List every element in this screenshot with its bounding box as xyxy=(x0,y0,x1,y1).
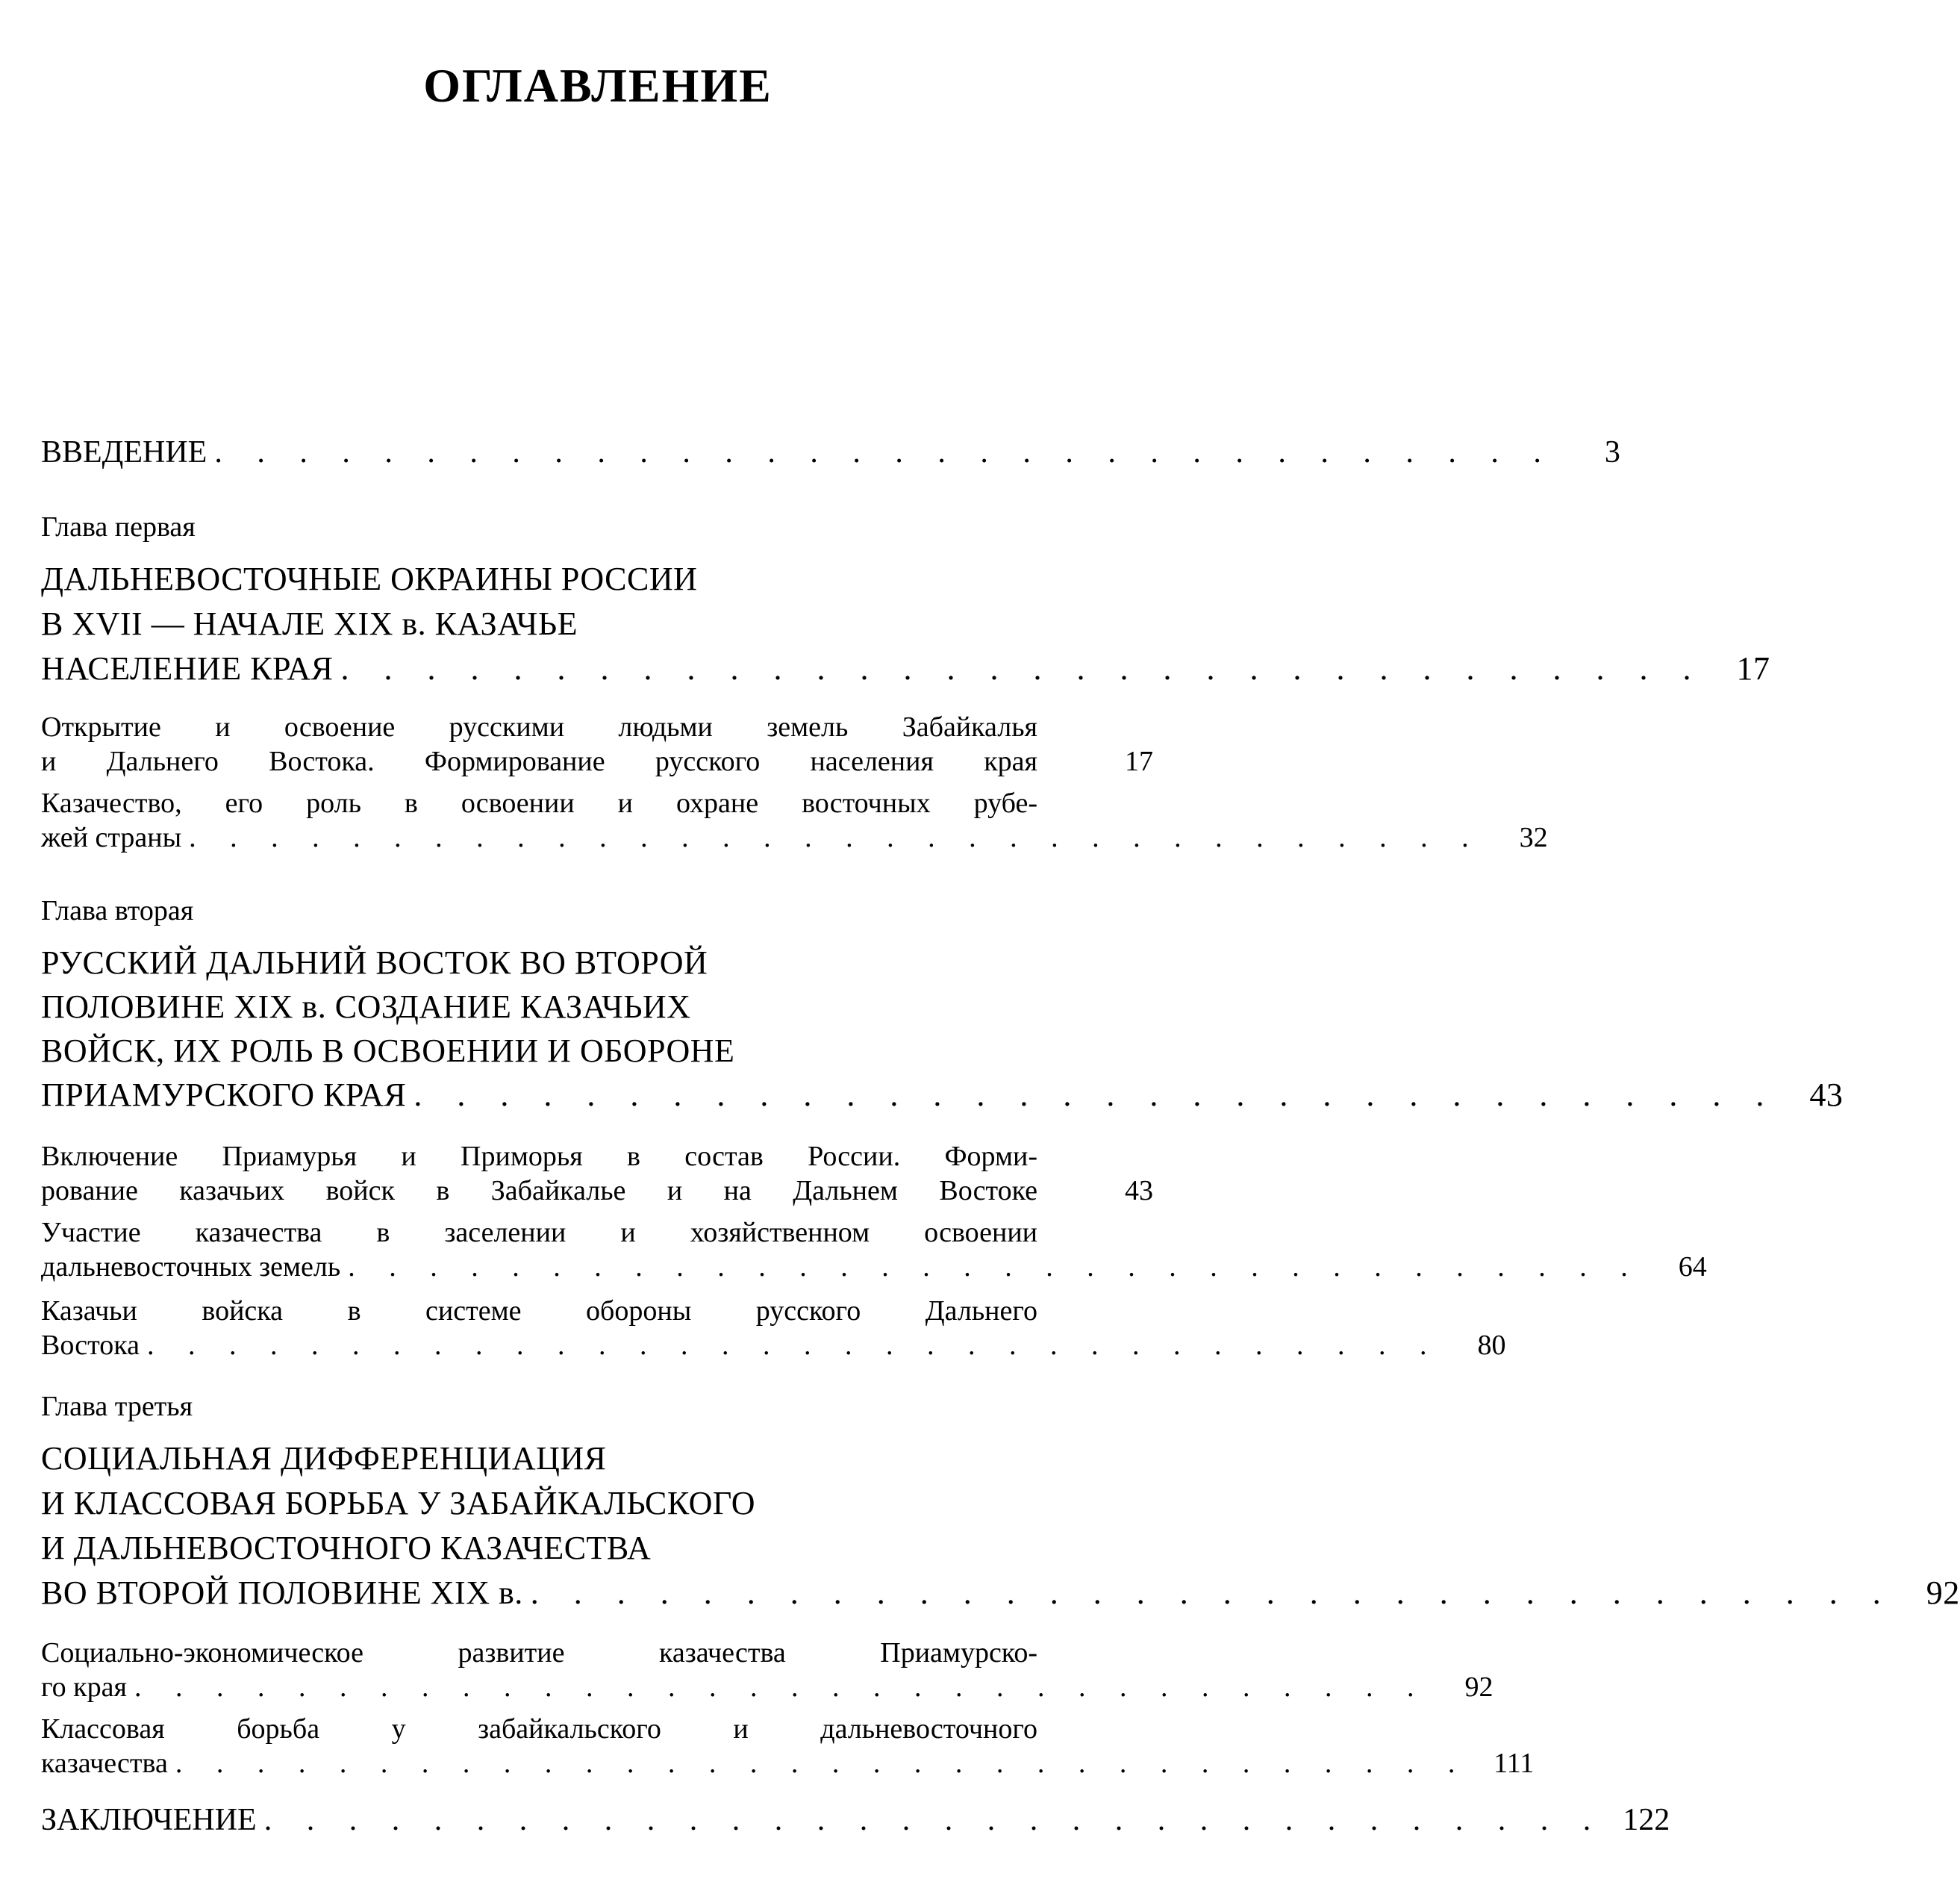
leader-dots: . . . . . . . . . . . . . . . . . . . . . . . . . . . . . . . . xyxy=(530,1574,1894,1611)
page-number: 111 xyxy=(1494,1748,1535,1779)
page-number: 17 xyxy=(1736,650,1770,687)
section-line[interactable]: Казачество, его роль в освоении и охране восточных рубе- xyxy=(41,788,1037,819)
chapter-title-line[interactable]: И ДАЛЬНЕВОСТОЧНОГО КАЗАЧЕСТВА xyxy=(41,1530,652,1566)
section-line[interactable]: Казачьи войска в системе обороны русского Дальнего xyxy=(41,1295,1037,1327)
toc-entry-section[interactable]: жей страны . . . . . . . . . . . . . . . . . . . . . . . . . . . . . . . . 32 xyxy=(41,822,1548,853)
toc-entry-introduction[interactable] xyxy=(41,434,1620,470)
leader-dots: . . . . . . . . . . . . . . . . . . . . . . . . . . . . . . . . xyxy=(214,435,1555,470)
toc-entry-section[interactable]: го края . . . . . . . . . . . . . . . . . . . . . . . . . . . . . . . . 92 xyxy=(41,1671,1494,1703)
leader-dots: . . . . . . . . . . . . . . . . . . . . . . . . . . . . . . . . xyxy=(175,1748,1469,1779)
leader-dots: . . . . . . . . . . . . . . . . . . . . . . . . . . . . . . . . xyxy=(340,650,1705,687)
chapter-number-label: Глава третья xyxy=(41,1391,193,1422)
section-line[interactable]: Включение Приамурья и Приморья в состав России. Форми- xyxy=(41,1141,1037,1172)
page-number: 3 xyxy=(1604,435,1620,470)
page-number: 92 xyxy=(1926,1574,1960,1611)
leader-dots: . . . . . . . . . . . . . . . . . . . . . . . . . . . . . . . . xyxy=(147,1330,1441,1361)
chapter-title-line[interactable]: В XVII — НАЧАЛЕ XIX в. КАЗАЧЬЕ xyxy=(41,605,578,642)
toc-entry-section[interactable]: казачества . . . . . . . . . . . . . . . . . . . . . . . . . . . . . . . . 111 xyxy=(41,1748,1535,1779)
chapter-title-line[interactable]: СОЦИАЛЬНАЯ ДИФФЕРЕНЦИАЦИЯ xyxy=(41,1440,607,1477)
page-number: 122 xyxy=(1623,1803,1670,1837)
chapter-title-line[interactable]: РУССКИЙ ДАЛЬНИЙ ВОСТОК ВО ВТОРОЙ xyxy=(41,944,708,981)
toc-entry-chapter-3[interactable]: ВО ВТОРОЙ ПОЛОВИНЕ XIX в. . . . . . . . . . . . . . . . . . . . . . . . . . . . . . . . . 92 xyxy=(41,1574,1960,1611)
page-number: 43 xyxy=(1809,1077,1844,1113)
leader-dots: . . . . . . . . . . . . . . . . . . . . . . . . . . . . . . . . xyxy=(189,822,1482,853)
page-title: ОГЛАВЛЕНИЕ xyxy=(423,59,773,112)
chapter-title-line[interactable]: ПОЛОВИНЕ XIX в. СОЗДАНИЕ КАЗАЧЬИХ xyxy=(41,988,691,1025)
section-line[interactable]: Участие казачества в заселении и хозяйственном освоении xyxy=(41,1217,1037,1248)
entry-label: ВВЕДЕНИЕ xyxy=(41,435,207,470)
page-number: 32 xyxy=(1519,822,1548,853)
chapter-title-line[interactable]: И КЛАССОВАЯ БОРЬБА У ЗАБАЙКАЛЬСКОГО xyxy=(41,1485,755,1521)
page-number: 64 xyxy=(1678,1251,1707,1283)
page-number: 43 xyxy=(1125,1175,1153,1206)
toc-entry-chapter-1[interactable]: НАСЕЛЕНИЕ КРАЯ . . . . . . . . . . . . . . . . . . . . . . . . . . . . . . . . 17 xyxy=(41,650,1770,687)
toc-entry-section[interactable]: и Дальнего Востока. Формирование русского населения края 17 xyxy=(41,746,1153,777)
chapter-title-line[interactable]: ВОЙСК, ИХ РОЛЬ В ОСВОЕНИИ И ОБОРОНЕ xyxy=(41,1032,735,1069)
chapter-number-label: Глава вторая xyxy=(41,895,194,926)
chapter-number-label: Глава первая xyxy=(41,511,196,543)
page-number: 80 xyxy=(1477,1330,1506,1361)
toc-entry-conclusion[interactable] xyxy=(41,1802,1670,1838)
leader-dots: . . . . . . . . . . . . . . . . . . . . . . . . . . . . . . . . xyxy=(263,1803,1605,1837)
section-line[interactable]: Социально-экономическое развитие казачества Приамурско- xyxy=(41,1637,1037,1669)
section-line[interactable]: Классовая борьба у забайкальского и дальневосточного xyxy=(41,1713,1037,1745)
toc-entry-section[interactable]: рование казачьих войск в Забайкалье и на Дальнем Востоке 43 xyxy=(41,1175,1153,1206)
leader-dots: . . . . . . . . . . . . . . . . . . . . . . . . . . . . . . . . xyxy=(134,1671,1428,1703)
chapter-title-line[interactable]: ДАЛЬНЕВОСТОЧНЫЕ ОКРАИНЫ РОССИИ xyxy=(41,561,698,597)
toc-entry-chapter-2[interactable]: ПРИАМУРСКОГО КРАЯ . . . . . . . . . . . . . . . . . . . . . . . . . . . . . . . . 43 xyxy=(41,1077,1844,1113)
page-number: 17 xyxy=(1125,746,1153,777)
leader-dots: . . . . . . . . . . . . . . . . . . . . . . . . . . . . . . . . xyxy=(348,1251,1641,1283)
page-number: 92 xyxy=(1464,1671,1494,1703)
leader-dots: . . . . . . . . . . . . . . . . . . . . . . . . . . . . . . . . xyxy=(413,1077,1778,1113)
toc-entry-section[interactable]: Востока . . . . . . . . . . . . . . . . . . . . . . . . . . . . . . . . 80 xyxy=(41,1330,1506,1361)
section-line[interactable]: Открытие и освоение русскими людьми земель Забайкалья xyxy=(41,711,1037,743)
entry-label: ЗАКЛЮЧЕНИЕ xyxy=(41,1803,257,1837)
toc-entry-section[interactable]: дальневосточных земель . . . . . . . . . . . . . . . . . . . . . . . . . . . . . . . . 64 xyxy=(41,1251,1707,1283)
